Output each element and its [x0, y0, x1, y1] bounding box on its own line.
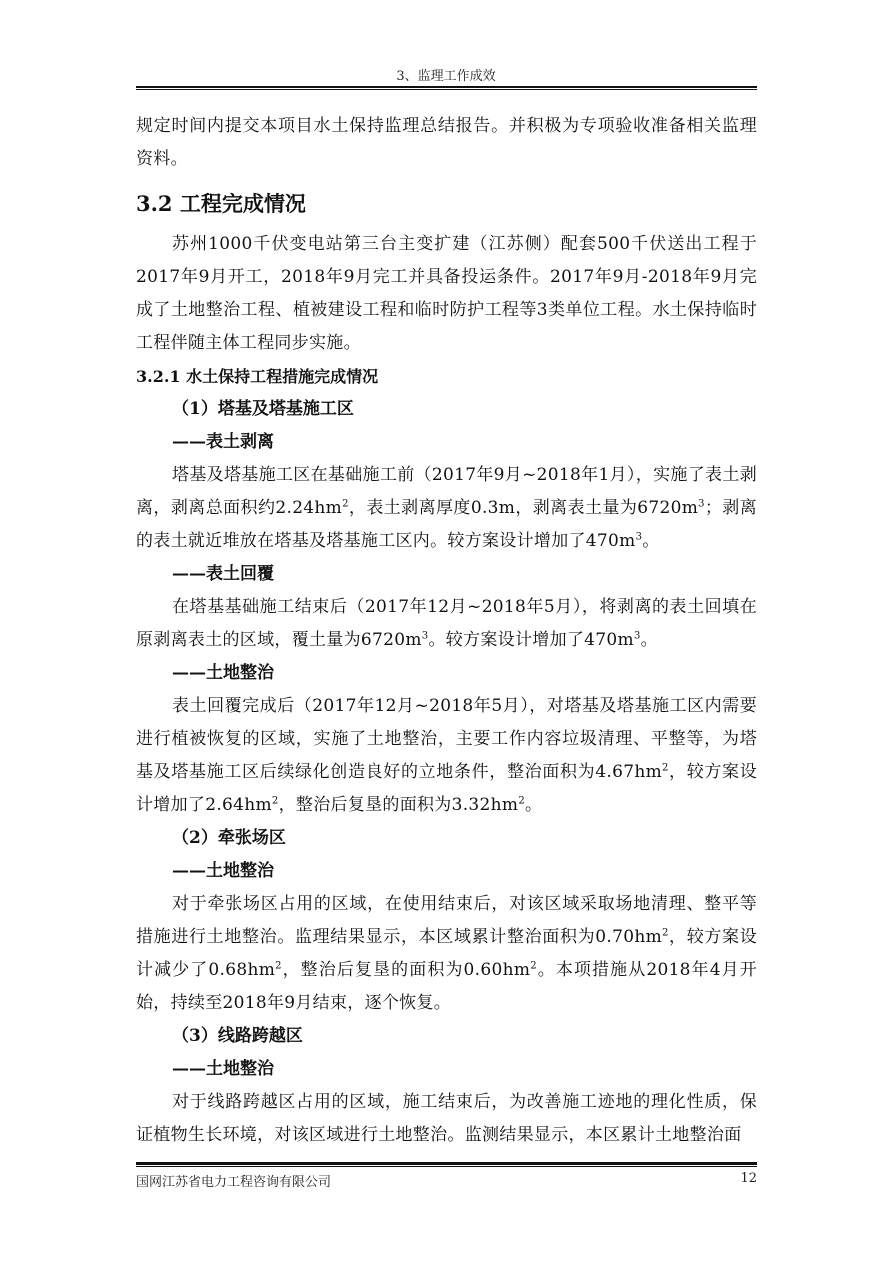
paragraph-land-remediation-2: 对于牵张场区占用的区域，在使用结束后，对该区域采取场地清理、整平等措施进行土地整治。监理结果显示，本区域累计整治面积为$0.70hm^2$，较方案设计减少了$0.68hm^2$，整治后复垦的面积为$0.60hm^2$。本项措施从2018年4月开始，持续至2018年9月结束，逐个恢复。: [136, 894, 757, 1013]
footer-company: 国网江苏省电力工程咨询有限公司: [136, 1175, 332, 1190]
area-heading-line-crossing: （3）线路跨越区: [172, 1026, 303, 1046]
measure-heading-topsoil-stripping: ——表土剥离: [172, 432, 274, 452]
page-number: 12: [740, 1171, 757, 1186]
running-header: 3、监理工作成效: [396, 69, 496, 84]
paragraph-topsoil-stripping: 塔基及塔基施工区在基础施工前（2017年9月~2018年1月），实施了表土剥离，剥离总面积约$2.24hm^2$，表土剥离厚度0.3m，剥离表土量为$6720m^3$；剥离的表土就近堆放在塔基及塔基施工区内。较方案设计增加了$470m^3$。: [136, 465, 757, 551]
area-heading-tower-base: （1）塔基及塔基施工区: [172, 399, 354, 419]
section-heading-3-2: 3.2 工程完成情况: [136, 191, 306, 216]
measure-heading-land-remediation-3: ——土地整治: [172, 1059, 274, 1079]
area-heading-tension-site: （2）牵张场区: [172, 828, 286, 848]
paragraph-continued: 规定时间内提交本项目水土保持监理总结报告。并积极为专项验收准备相关监理资料。: [136, 116, 757, 169]
page-body: [136, 110, 757, 1152]
header-rule: [136, 86, 757, 90]
measure-heading-land-remediation-2: ——土地整治: [172, 861, 274, 881]
measure-heading-topsoil-backfill: ——表土回覆: [172, 564, 274, 584]
measure-heading-land-remediation-1: ——土地整治: [172, 663, 274, 683]
paragraph-land-remediation-3: 对于线路跨越区占用的区域，施工结束后，为改善施工迹地的理化性质，保证植物生长环境，对该区域进行土地整治。监测结果显示，本区累计土地整治面: [136, 1092, 757, 1145]
subsection-heading-3-2-1: 3.2.1 水土保持工程措施完成情况: [136, 367, 379, 386]
paragraph-land-remediation-1: 表土回覆完成后（2017年12月~2018年5月），对塔基及塔基施工区内需要进行植被恢复的区域，实施了土地整治，主要工作内容垃圾清理、平整等，为塔基及塔基施工区后续绿化创造良好的立地条件，整治面积为$4.67hm^2$，较方案设计增加了$2.64hm^2$，整治后复垦的面积为$3.32hm^2$。: [136, 696, 757, 815]
paragraph-topsoil-backfill: 在塔基基础施工结束后（2017年12月~2018年5月），将剥离的表土回填在原剥离表土的区域，覆土量为$6720m^3$。较方案设计增加了$470m^3$。: [136, 597, 757, 650]
paragraph-intro: 苏州1000千伏变电站第三台主变扩建（江苏侧）配套500千伏送出工程于2017年9月开工，2018年9月完工并具备投运条件。2017年9月-2018年9月完成了土地整治工程、植被建设工程和临时防护工程等3类单位工程。水土保持临时工程伴随主体工程同步实施。: [136, 234, 757, 353]
footer-rule: [136, 1162, 757, 1167]
